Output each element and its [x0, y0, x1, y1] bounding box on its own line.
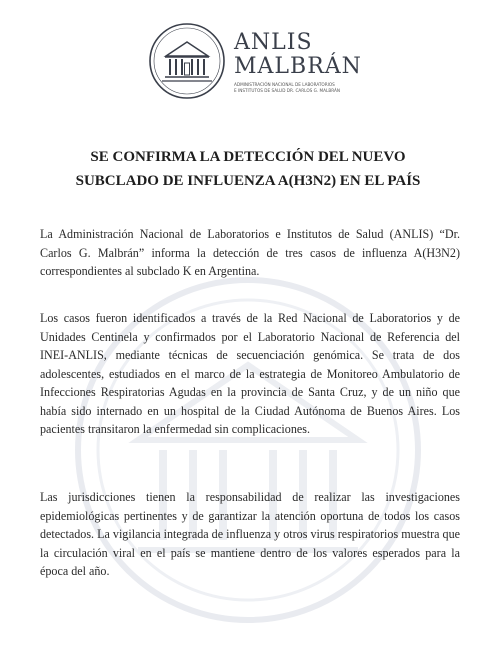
- brand-subtitle-line1: ADMINISTRACIÓN NACIONAL DE LABORATORIOS: [234, 82, 335, 87]
- header: [0, 22, 496, 102]
- paragraph-surveillance: Las jurisdicciones tienen la responsabilidad de realizar las investigaciones epidemiológicas pertinentes y de garantizar la atención oportuna de todos los casos detectados. La vigilancia integrada de influenza y otros virus respiratorios muestra que la circulación viral en el país se mantiene dentro de los valores esperados para la época del año.: [40, 490, 460, 578]
- title-line1: SE CONFIRMA LA DETECCIÓN DEL NUEVO: [90, 149, 406, 165]
- brand-subtitle-line2: E INSTITUTOS DE SALUD DR. CARLOS G. MALBRÁN: [234, 88, 340, 93]
- document-title: [40, 145, 456, 193]
- brand-name-line1: ANLIS: [234, 30, 313, 55]
- anlis-building-logo-icon: [148, 22, 226, 100]
- title-line2: SUBCLADO DE INFLUENZA A(H3N2) EN EL PAÍS: [75, 173, 421, 189]
- paragraph-intro: La Administración Nacional de Laboratorios e Institutos de Salud (ANLIS) “Dr. Carlos G. Malbrán” informa la detección de tres casos de influenza A(H3N2) correspondientes al subclado K en Argentina.: [40, 227, 460, 278]
- brand-name-line2: MALBRÁN: [234, 54, 362, 79]
- paragraph-cases: Los casos fueron identificados a través de la Red Nacional de Laboratorios y de Unidades Centinela y confirmados por el Laboratorio Nacional de Referencia del INEI-ANLIS, mediante técnicas de secuenciación genómica. Se trata de dos adolescentes, estudiados en el marco de la estrategia de Monitoreo Ambulatorio de Infecciones Respiratorias Agudas en la provincia de Santa Cruz, y de un niño que había sido internado en un hospital de la Ciudad Autónoma de Buenos Aires. Los pacientes transitaron la enfermedad sin complicaciones.: [40, 311, 460, 436]
